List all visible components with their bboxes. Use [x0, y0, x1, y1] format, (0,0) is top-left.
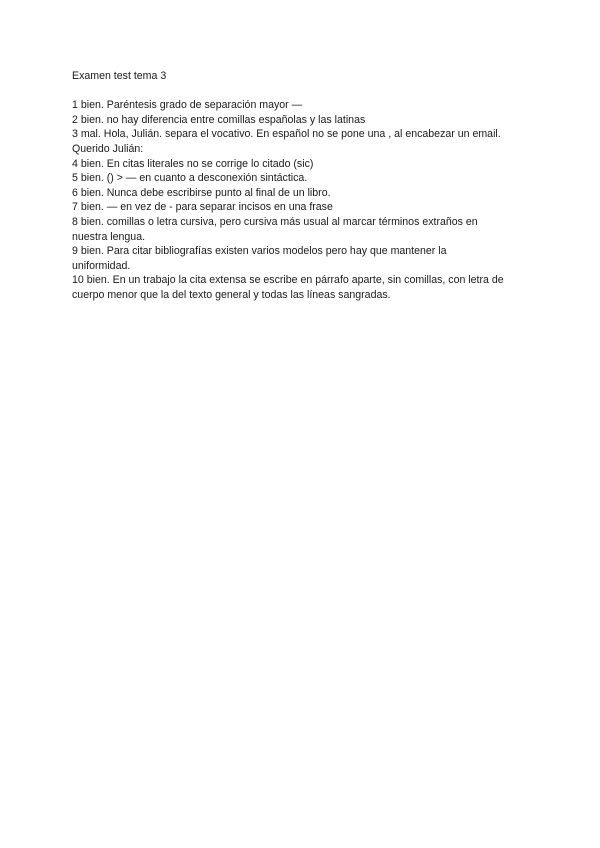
answer-line: 1 bien. Paréntesis grado de separación mayor —	[72, 99, 303, 112]
answer-line: Querido Julián:	[72, 142, 144, 155]
answer-item-9	[72, 244, 532, 273]
answer-item-7	[72, 200, 532, 215]
answer-item-2	[72, 113, 532, 128]
answer-list	[72, 98, 532, 302]
answer-item-6	[72, 186, 532, 201]
answer-line: 10 bien. En un trabajo la cita extensa se escribe en párrafo aparte, sin comillas, con letra de	[72, 274, 504, 287]
answer-line: 6 bien. Nunca debe escribirse punto al final de un libro.	[72, 186, 331, 199]
answer-line: cuerpo menor que la del texto general y todas las líneas sangradas.	[72, 288, 391, 301]
answer-line: nuestra lengua.	[72, 230, 146, 243]
answer-item-3	[72, 127, 532, 156]
answer-item-1	[72, 98, 532, 113]
document-content	[72, 69, 532, 303]
title-spacer	[72, 84, 532, 99]
answer-line: 8 bien. comillas o letra cursiva, pero cursiva más usual al marcar términos extraños en	[72, 215, 478, 228]
document-title: Examen test tema 3	[72, 70, 167, 82]
answer-line: uniformidad.	[72, 259, 131, 272]
answer-line: 5 bien. () > — en cuanto a desconexión sintáctica.	[72, 172, 308, 185]
answer-item-5	[72, 171, 532, 186]
answer-line: 2 bien. no hay diferencia entre comillas españolas y las latinas	[72, 113, 366, 126]
answer-line: 9 bien. Para citar bibliografías existen varios modelos pero hay que mantener la	[72, 245, 447, 258]
answer-line: 3 mal. Hola, Julián. separa el vocativo. En español no se pone una , al encabezar un email.	[72, 128, 501, 141]
answer-line: 7 bien. — en vez de - para separar incisos en una frase	[72, 201, 333, 214]
answer-item-4	[72, 157, 532, 172]
answer-item-8	[72, 215, 532, 244]
answer-item-10	[72, 273, 532, 302]
answer-line: 4 bien. En citas literales no se corrige lo citado (sic)	[72, 157, 314, 170]
